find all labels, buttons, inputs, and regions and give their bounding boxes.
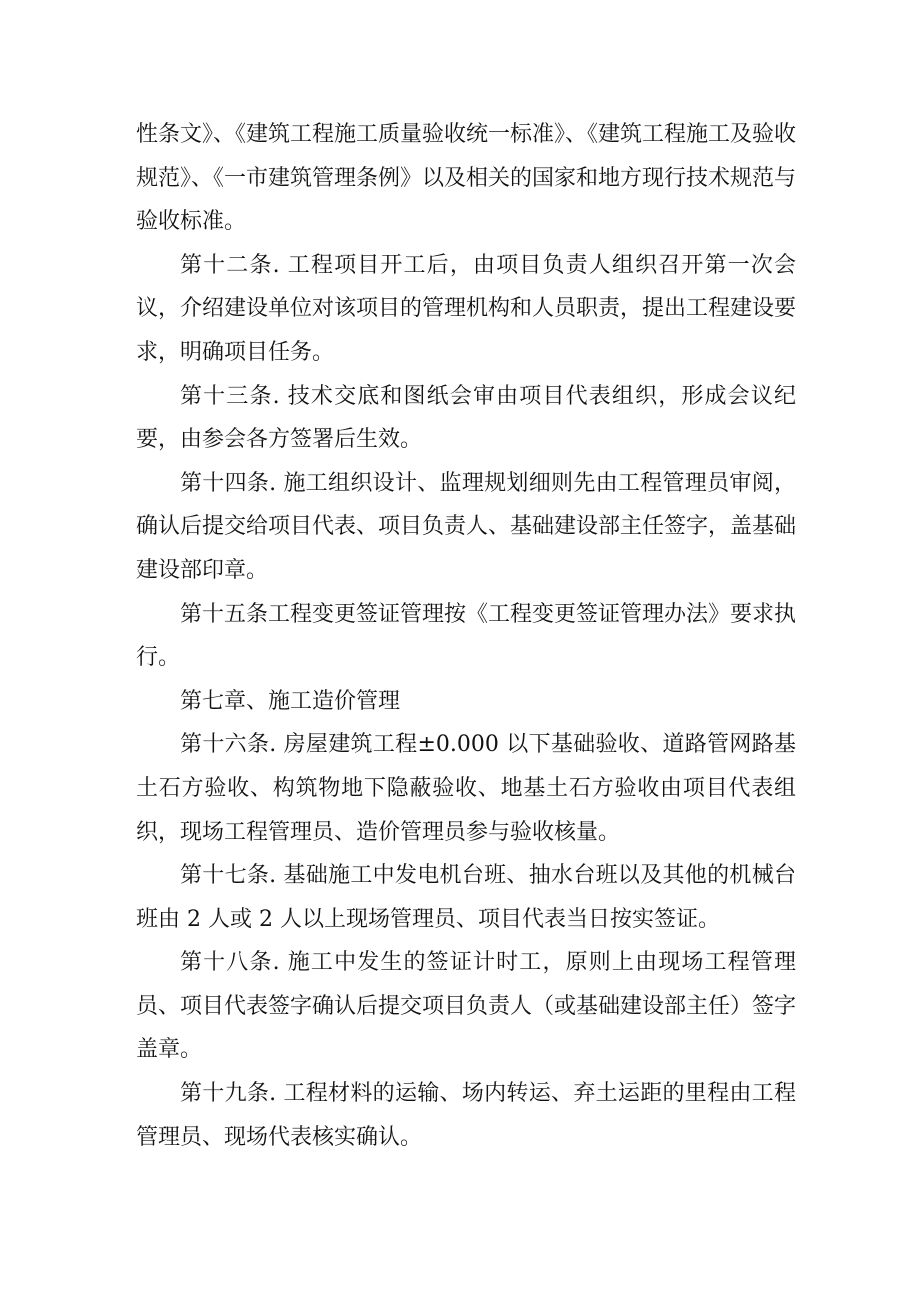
article-13-paragraph: 第十三条. 技术交底和图纸会审由项目代表组织，形成会议纪要，由参会各方签署后生效。	[136, 383, 796, 453]
article-18-paragraph: 第十八条. 施工中发生的签证计时工，原则上由现场工程管理员、项目代表签字确认后提交项目负责人（或基础建设部主任）签字盖章。	[136, 950, 797, 1063]
article-12-paragraph: 第十二条. 工程项目开工后，由项目负责人组织召开第一次会议，介绍建设单位对该项目的管理机构和人员职责，提出工程建设要求，明确项目任务。	[136, 252, 797, 365]
article-17-paragraph: 第十七条. 基础施工中发电机台班、抽水台班以及其他的机械台班由 2 人或 2 人以上现场管理员、项目代表当日按实签证。	[136, 863, 796, 932]
article-19-paragraph: 第十九条. 工程材料的运输、场内转运、弃土运距的里程由工程管理员、现场代表核实确认。	[136, 1081, 796, 1150]
paragraph-continuation: 性条文》、《建筑工程施工质量验收统一标准》、《建筑工程施工及验收规范》、《一市建筑管理条例》以及相关的国家和地方现行技术规范与验收标准。	[136, 122, 797, 235]
article-16-paragraph: 第十六条. 房屋建筑工程±0.000 以下基础验收、道路管网路基土石方验收、构筑物地下隐蔽验收、地基土石方验收由项目代表组织，现场工程管理员、造价管理员参与验收核量。	[136, 732, 796, 845]
chapter-7-heading: 第七章、施工造价管理	[180, 688, 401, 714]
article-14-paragraph: 第十四条. 施工组织设计、监理规划细则先由工程管理员审阅，确认后提交给项目代表、项目负责人、基础建设部主任签字，盖基础建设部印章。	[136, 470, 797, 583]
article-15-paragraph: 第十五条工程变更签证管理按《工程变更签证管理办法》要求执行。	[136, 601, 797, 671]
document-body	[136, 113, 796, 1159]
